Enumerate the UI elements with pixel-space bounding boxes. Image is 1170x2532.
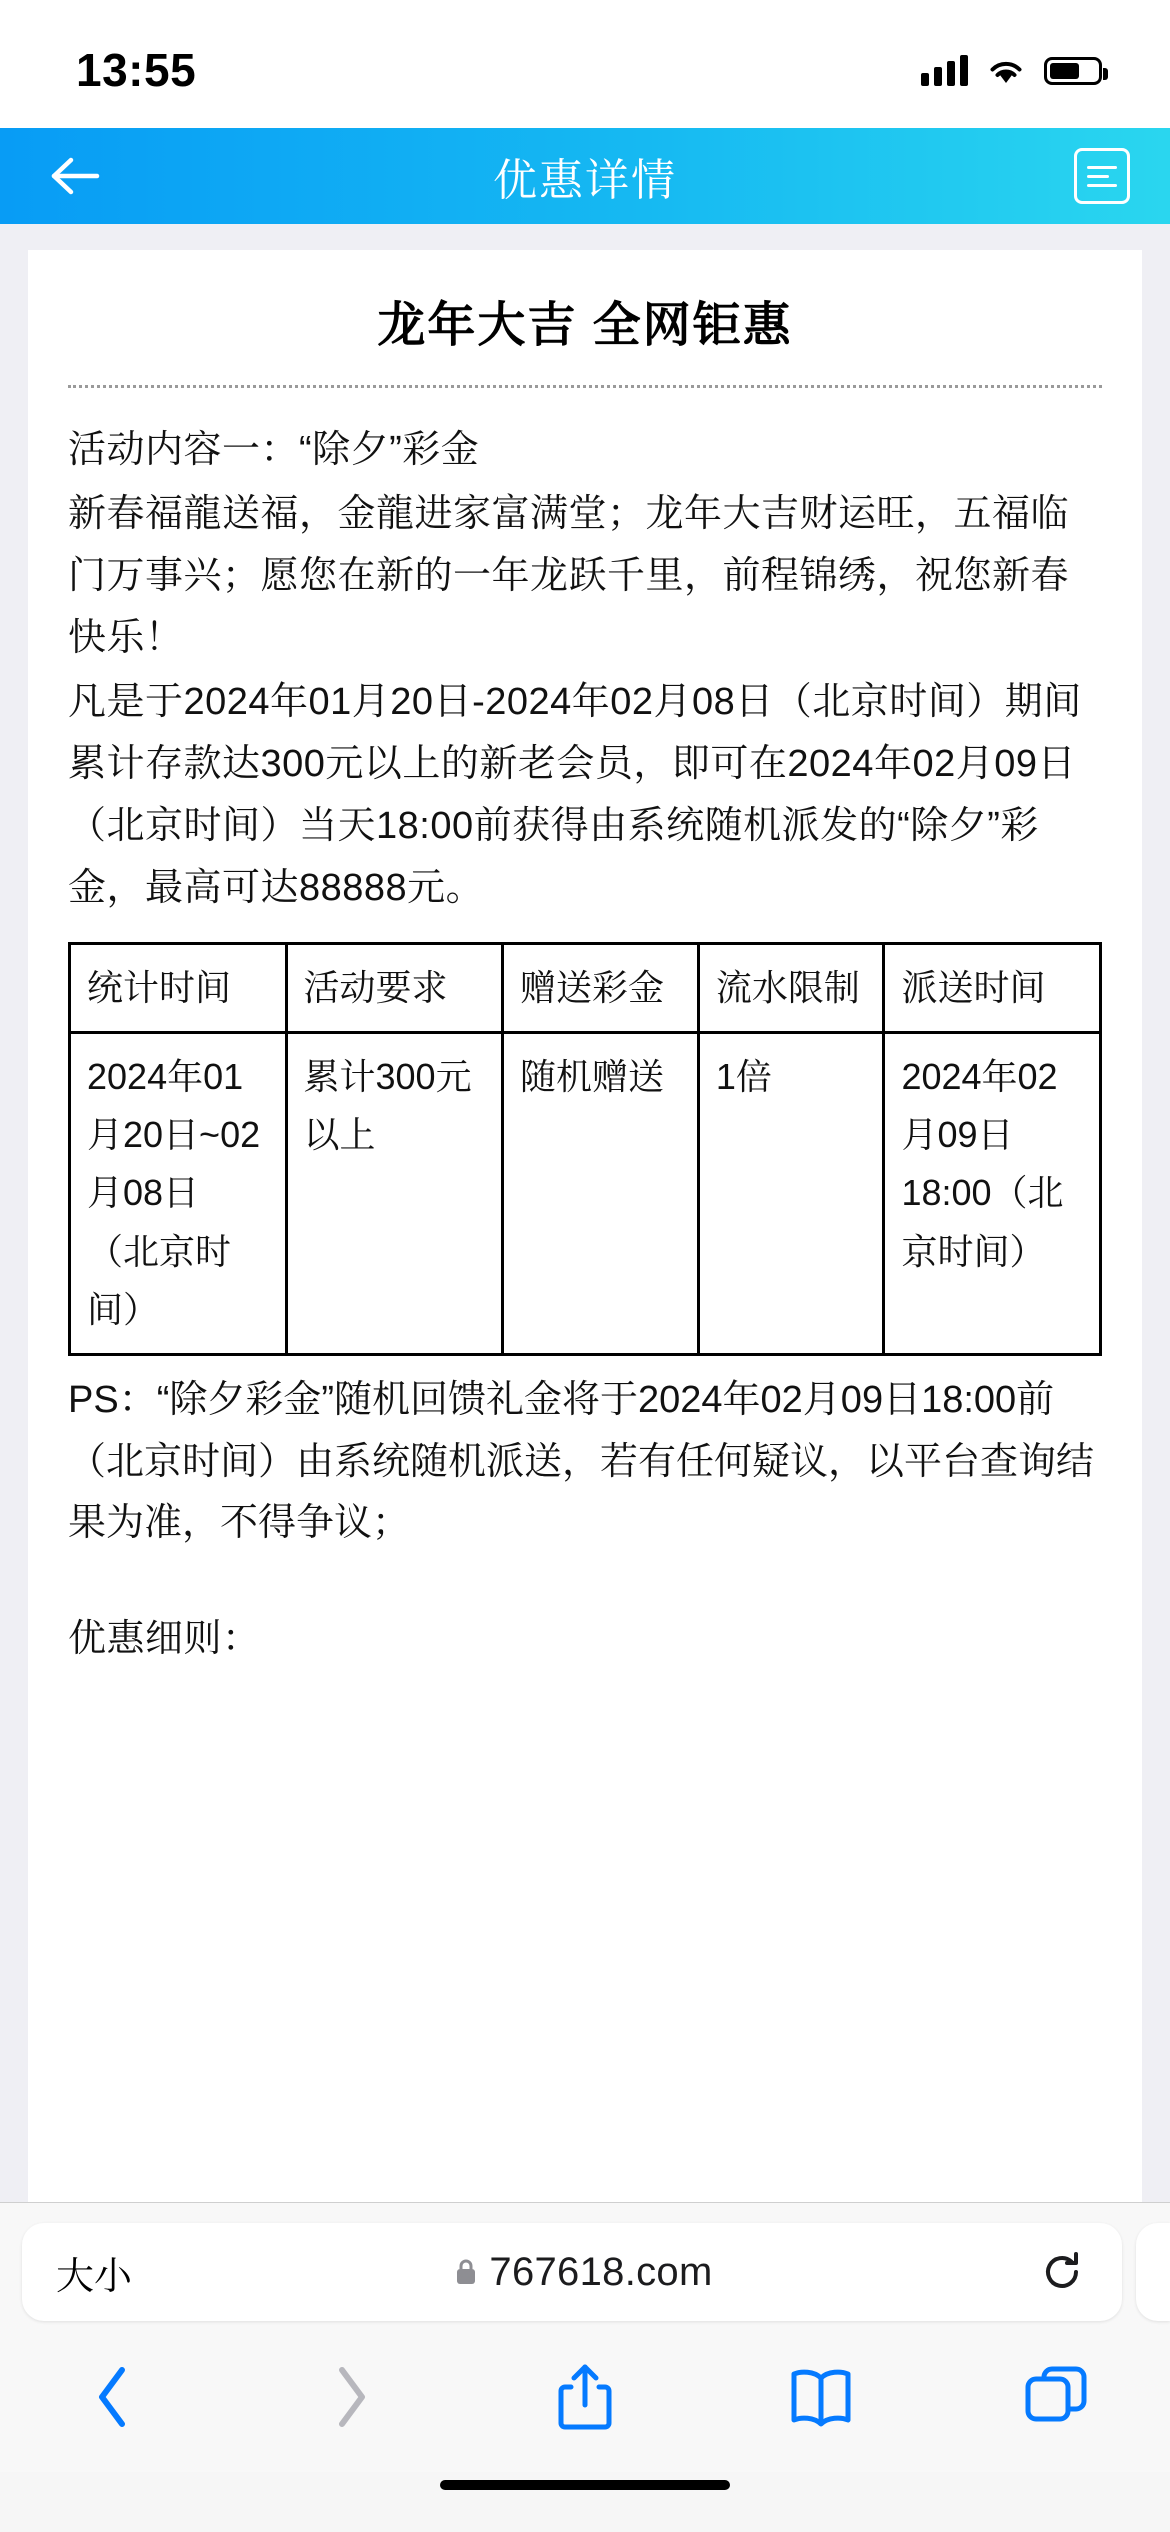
promo-table bbox=[68, 942, 1102, 1357]
url-text: 767618.com bbox=[489, 2249, 713, 2294]
page-content bbox=[0, 224, 1170, 2202]
page-navbar bbox=[0, 128, 1170, 224]
browser-forward-button bbox=[306, 2353, 394, 2441]
wifi-icon bbox=[986, 56, 1026, 86]
section-spacer bbox=[68, 1555, 1102, 1609]
table-cell: 2024年01月20日~02月08日（北京时间） bbox=[70, 1032, 287, 1355]
status-time: 13:55 bbox=[76, 44, 197, 96]
promo-card bbox=[28, 250, 1142, 2202]
menu-list-icon[interactable] bbox=[1074, 148, 1130, 204]
table-header-cell: 统计时间 bbox=[70, 943, 287, 1032]
table-header-cell: 流水限制 bbox=[698, 943, 884, 1032]
home-indicator[interactable] bbox=[440, 2480, 730, 2490]
status-bar bbox=[0, 0, 1170, 128]
table-header-cell: 赠送彩金 bbox=[503, 943, 699, 1032]
table-cell: 1倍 bbox=[698, 1032, 884, 1355]
lock-icon bbox=[455, 2258, 477, 2286]
cellular-signal-icon bbox=[921, 56, 968, 86]
address-bar[interactable] bbox=[22, 2223, 1122, 2321]
back-arrow-icon[interactable] bbox=[40, 141, 110, 211]
table-header-cell: 派送时间 bbox=[884, 943, 1101, 1032]
url-row bbox=[0, 2223, 1170, 2321]
table-cell: 累计300元以上 bbox=[286, 1032, 503, 1355]
bookmarks-book-icon[interactable] bbox=[777, 2353, 865, 2441]
page-title: 优惠详情 bbox=[493, 156, 677, 205]
browser-toolbar bbox=[0, 2321, 1170, 2472]
table-header-cell: 活动要求 bbox=[286, 943, 503, 1032]
reload-icon[interactable] bbox=[1036, 2246, 1088, 2298]
promo-rules-heading: 优惠细则： bbox=[68, 1618, 261, 1661]
browser-back-button[interactable] bbox=[70, 2353, 158, 2441]
text-size-button[interactable]: 大小 bbox=[56, 2255, 133, 2298]
promo-paragraph-3: 凡是于2024年01月20日-2024年02月08日（北京时间）期间累计存款达300元以上的新老会员，即可在2024年02月09日（北京时间）当天18:00前获得由系统随机派发的“除夕”彩金，最高可达88888元。 bbox=[68, 680, 1082, 909]
promo-title: 龙年大吉 全网钜惠 bbox=[377, 299, 793, 352]
tabs-icon[interactable] bbox=[1012, 2353, 1100, 2441]
promo-paragraph-1: 活动内容一：“除夕”彩金 bbox=[68, 429, 480, 471]
status-indicators bbox=[921, 42, 1102, 86]
battery-icon bbox=[1044, 57, 1102, 85]
title-divider bbox=[68, 385, 1102, 388]
table-row bbox=[70, 1032, 1101, 1355]
table-cell: 2024年02月09日 18:00（北京时间） bbox=[884, 1032, 1101, 1355]
url-display[interactable] bbox=[132, 2250, 1036, 2295]
table-cell: 随机赠送 bbox=[503, 1032, 699, 1355]
table-header-row bbox=[70, 943, 1101, 1032]
promo-paragraph-2: 新春福龍送福，金龍进家富满堂；龙年大吉财运旺，五福临门万事兴；愿您在新的一年龙跃千里，前程锦绣，祝您新春快乐！ bbox=[68, 492, 1070, 659]
promo-ps-note: PS：“除夕彩金”随机回馈礼金将于2024年02月09日18:00前（北京时间）由系统随机派送，若有任何疑议，以平台查询结果为准，不得争议； bbox=[68, 1379, 1095, 1545]
share-icon[interactable] bbox=[541, 2353, 629, 2441]
next-tab-peek[interactable] bbox=[1136, 2223, 1170, 2321]
browser-bottom-bar bbox=[0, 2202, 1170, 2532]
home-indicator-area bbox=[0, 2472, 1170, 2532]
